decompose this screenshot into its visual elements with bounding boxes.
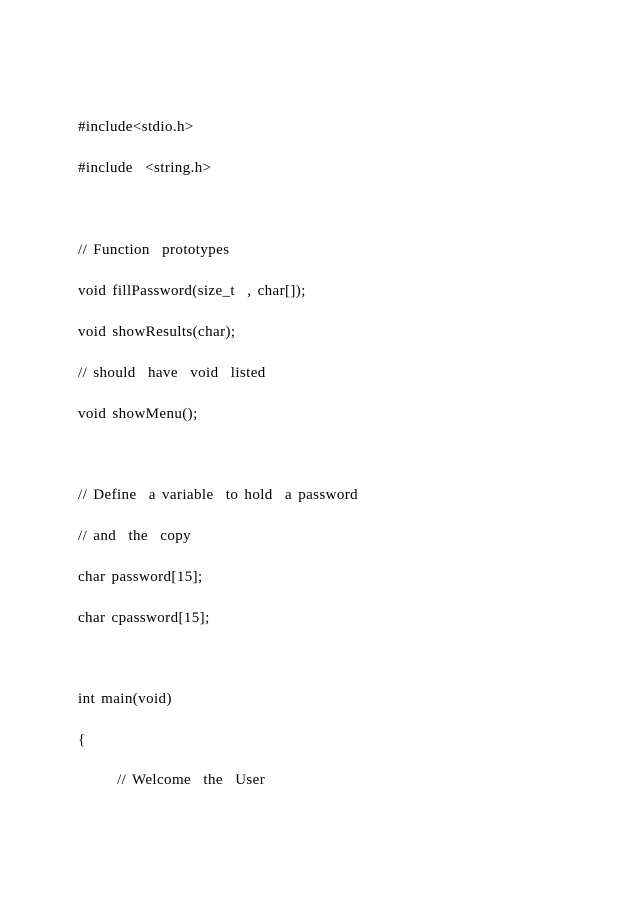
code-line-fillpassword-prototype: void fillPassword(size_t , char[]); (78, 283, 306, 299)
code-line-main-signature: int main(void) (78, 691, 172, 707)
code-line-open-brace: { (78, 732, 86, 748)
code-line-password-declaration: char password[15]; (78, 569, 203, 585)
code-line-showmenu-prototype: void showMenu(); (78, 406, 198, 422)
code-line-comment-welcome: // Welcome the User (117, 772, 266, 788)
code-line-include-string: #include <string.h> (78, 160, 212, 176)
code-line-comment-define-variable: // Define a variable to hold a password (78, 487, 359, 503)
code-line-comment-copy: // and the copy (78, 528, 192, 544)
code-line-cpassword-declaration: char cpassword[15]; (78, 610, 210, 626)
code-line-comment-prototypes: // Function prototypes (78, 242, 230, 258)
code-line-showresults-prototype: void showResults(char); (78, 324, 236, 340)
code-line-comment-void-listed: // should have void listed (78, 365, 266, 381)
code-line-include-stdio: #include<stdio.h> (78, 119, 194, 135)
